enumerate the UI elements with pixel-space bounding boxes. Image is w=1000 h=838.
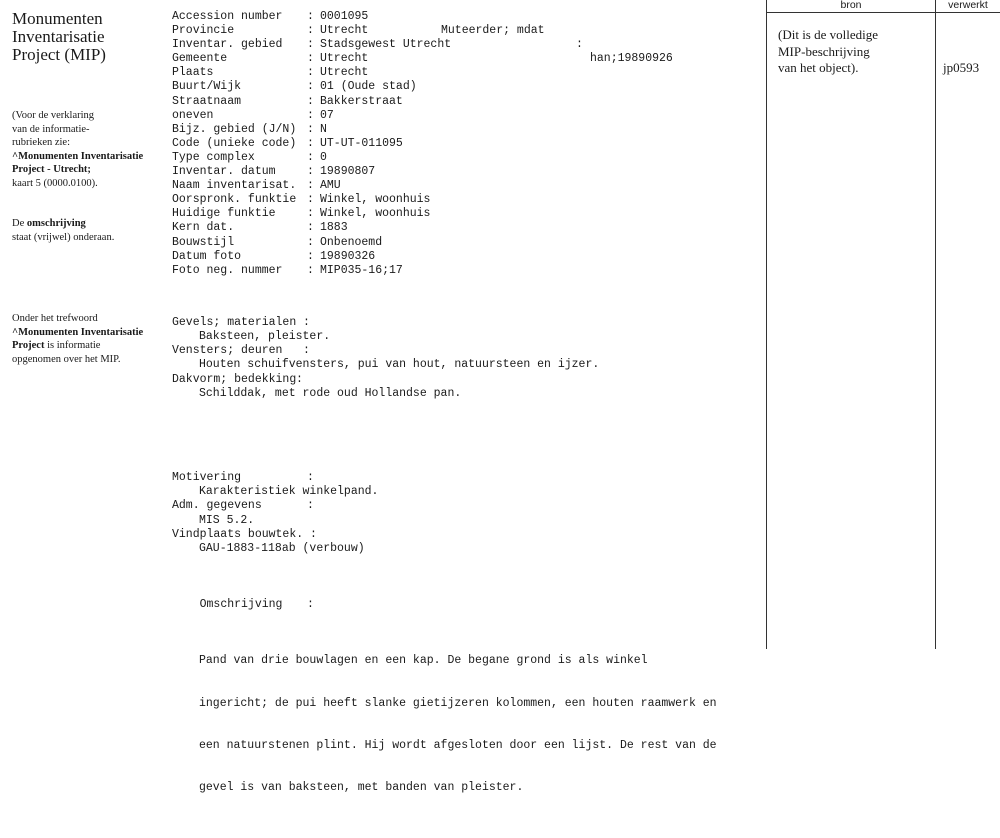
field-value: Winkel, woonhuis: [320, 207, 431, 221]
field-colon: :: [307, 136, 314, 150]
bron-header: bron: [840, 0, 862, 11]
note-line: ^Monumenten Inventarisatie: [12, 326, 144, 338]
note-line: De omschrijving: [12, 218, 86, 229]
section-heading: Vensters; deuren :: [172, 344, 310, 358]
section-heading: Motivering :: [172, 471, 314, 485]
title-line: Monumenten: [12, 9, 103, 28]
bron-line: (Dit is de volledige: [778, 27, 879, 42]
field-colon: :: [307, 165, 314, 179]
field-colon: :: [307, 179, 314, 193]
field-colon: :: [307, 263, 314, 277]
verwerkt-header: verwerkt: [948, 0, 988, 11]
title-line: Inventarisatie: [12, 27, 105, 46]
field-value: Stadsgewest Utrecht: [320, 38, 452, 52]
field-colon: :: [307, 108, 314, 122]
column-divider: [935, 0, 936, 649]
note-line: Project is informatie: [12, 340, 101, 351]
section-value: GAU-1883-118ab (verbouw): [199, 541, 365, 555]
field-colon: :: [307, 122, 314, 136]
description-line: Pand van drie bouwlagen en een kap. De begane grond is als winkel: [199, 654, 648, 668]
record-sections: [172, 288, 762, 838]
field-key: Straatnaam: [172, 94, 242, 108]
field-colon: :: [307, 10, 314, 23]
field-key: Bouwstijl: [172, 235, 235, 249]
field-value: Utrecht: [320, 52, 369, 66]
field-value: UT-UT-011095: [320, 136, 403, 150]
field-key: Provincie: [172, 24, 235, 38]
field-colon: :: [307, 94, 314, 108]
field-key: Code (unieke code): [172, 136, 297, 150]
field-colon: :: [307, 221, 314, 235]
field-key: Buurt/Wijk: [172, 80, 242, 94]
field-key: Gemeente: [172, 52, 228, 66]
field-key: Naam inventarisat.: [172, 179, 297, 193]
section-value: Karakteristiek winkelpand.: [199, 485, 379, 499]
field-value: N: [320, 122, 327, 136]
section-heading: Dakvorm; bedekking :: [172, 372, 303, 386]
muteerder-field: [441, 10, 673, 66]
keyword-note: [12, 312, 172, 366]
note-line: van de informatie-: [12, 123, 90, 135]
field-value: Winkel, woonhuis: [320, 193, 431, 207]
bron-line: MIP-beschrijving: [778, 43, 870, 59]
description-line: een natuurstenen plint. Hij wordt afgesloten door een lijst. De rest van de: [199, 739, 717, 752]
explanation-note: [12, 109, 172, 190]
field-key: Kern dat.: [172, 221, 235, 235]
document-title: [12, 10, 162, 64]
field-key: Foto neg. nummer: [172, 263, 283, 277]
field-colon: :: [307, 80, 314, 94]
field-value: 07: [320, 108, 334, 122]
note-line: Onder het trefwoord: [12, 313, 98, 324]
field-colon: :: [307, 66, 314, 80]
section-value: Houten schuifvensters, pui van hout, natuursteen en ijzer.: [199, 358, 600, 372]
bron-line: van het object).: [778, 60, 859, 75]
header-rule: [766, 12, 1000, 13]
section-value: Schilddak, met rode oud Hollandse pan.: [199, 386, 462, 400]
title-line: Project (MIP): [12, 45, 106, 64]
field-key: Huidige funktie: [172, 207, 276, 221]
field-value: 0001095: [320, 10, 369, 23]
description-line: ingericht; de pui heeft slanke gietijzeren kolommen, een houten raamwerk en: [199, 696, 717, 710]
field-value: 1883: [320, 221, 348, 235]
field-key: Datum foto: [172, 249, 242, 263]
field-key: Inventar. gebied: [172, 38, 283, 52]
field-colon: :: [307, 24, 314, 38]
field-value: 19890326: [320, 249, 376, 263]
bron-text: [778, 27, 928, 77]
field-value: Onbenoemd: [320, 235, 383, 249]
field-key: Muteerder; mdat: [441, 24, 545, 38]
field-key: Type complex: [172, 150, 255, 164]
section-value: MIS 5.2.: [199, 513, 255, 527]
field-colon: :: [307, 38, 314, 52]
field-value: 0: [320, 150, 327, 164]
field-colon: :: [307, 235, 314, 249]
field-value: Bakkerstraat: [320, 94, 403, 108]
field-key: Accession number: [172, 10, 283, 23]
verwerkt-code: jp0593: [943, 60, 980, 75]
field-key: Bijz. gebied (J/N): [172, 122, 297, 136]
section-heading: Adm. gegevens :: [172, 499, 314, 513]
note-line: rubrieken zie:: [12, 137, 71, 148]
field-colon: :: [307, 249, 314, 263]
note-line: ^Monumenten Inventarisatie: [12, 150, 144, 162]
description-text: [172, 626, 762, 823]
field-value: Utrecht: [320, 66, 369, 80]
description-line: gevel is van baksteen, met banden van pleister.: [199, 781, 524, 795]
note-line: staat (vrijwel) onderaan.: [12, 231, 115, 243]
note-line: kaart 5 (0000.0100).: [12, 177, 98, 189]
note-line: Project - Utrecht;: [12, 164, 91, 175]
field-value: 01 (Oude stad): [320, 80, 417, 94]
section-heading: Gevels; materialen :: [172, 316, 310, 330]
field-value: 19890807: [320, 165, 376, 179]
note-line: opgenomen over het MIP.: [12, 353, 121, 365]
field-key: oneven: [172, 108, 214, 122]
section-value: Baksteen, pleister.: [199, 330, 331, 344]
field-colon: :: [576, 38, 583, 52]
field-value: MIP035-16;17: [320, 263, 403, 277]
field-colon: :: [307, 193, 314, 207]
section-heading: Vindplaats bouwtek. :: [172, 527, 317, 541]
field-colon: :: [307, 207, 314, 221]
field-key: Plaats: [172, 66, 214, 80]
description-note: [12, 217, 172, 244]
column-divider: [766, 0, 767, 649]
field-value: han;19890926: [590, 52, 673, 66]
field-value: AMU: [320, 179, 341, 193]
note-line: (Voor de verklaring: [12, 110, 95, 121]
field-colon: :: [307, 52, 314, 66]
field-value: Utrecht: [320, 24, 369, 38]
field-colon: :: [307, 150, 314, 164]
section-heading: Omschrijving :: [199, 598, 314, 612]
field-key: Oorspronk. funktie: [172, 193, 297, 207]
field-key: Inventar. datum: [172, 165, 276, 179]
